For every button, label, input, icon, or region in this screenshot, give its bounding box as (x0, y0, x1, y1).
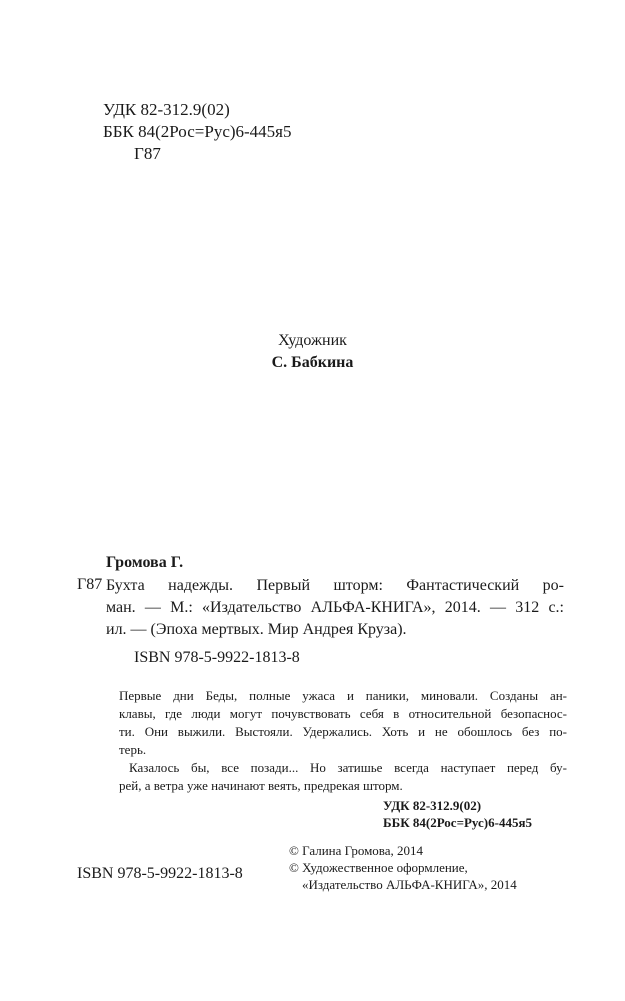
artist-label: Художник (278, 332, 347, 349)
copyright-publisher: «Издательство АЛЬФА-КНИГА», 2014 (302, 877, 517, 892)
copyright-author: © Галина Громова, 2014 (289, 843, 424, 858)
author-heading: Громова Г. (106, 554, 184, 571)
annotation-line: Первые дни Беды, полные ужаса и паники, миновали. Созданы ан- (119, 688, 567, 703)
isbn-record: ISBN 978-5-9922-1813-8 (134, 649, 300, 666)
udk-code-bottom: УДК 82-312.9(02) (383, 798, 482, 813)
bbk-code-top: ББК 84(2Рос=Рус)6-445я5 (103, 122, 292, 141)
bibliographic-description (106, 575, 564, 641)
annotation-line: клавы, где люди могут почувствовать себя в относительной безопаснос- (119, 706, 567, 721)
annotation-line: терь. (119, 742, 147, 757)
artist-name: С. Бабкина (271, 354, 354, 371)
udk-code-top: УДК 82-312.9(02) (103, 100, 230, 119)
annotation-line: рей, а ветра уже начинают веять, предрекая шторм. (119, 778, 403, 793)
isbn-bottom: ISBN 978-5-9922-1813-8 (77, 865, 243, 882)
bibliographic-line: Бухта надежды. Первый шторм: Фантастический ро- (106, 577, 564, 594)
bibliographic-line: ман. — М.: «Издательство АЛЬФА-КНИГА», 2014. — 312 с.: (106, 599, 564, 616)
author-mark: Г87 (77, 576, 103, 593)
annotation-line: Казалось бы, все позади... Но затишье всегда наступает перед бу- (129, 760, 567, 775)
bbk-code-bottom: ББК 84(2Рос=Рус)6-445я5 (383, 815, 532, 830)
copyright-design: © Художественное оформление, (289, 860, 468, 875)
annotation-line: ти. Они выжили. Выстояли. Удержались. Хоть и не обошлось без по- (119, 724, 567, 739)
annotation (119, 687, 567, 795)
author-mark-top: Г87 (134, 144, 161, 163)
bibliographic-line: ил. — (Эпоха мертвых. Мир Андрея Круза). (106, 621, 407, 638)
